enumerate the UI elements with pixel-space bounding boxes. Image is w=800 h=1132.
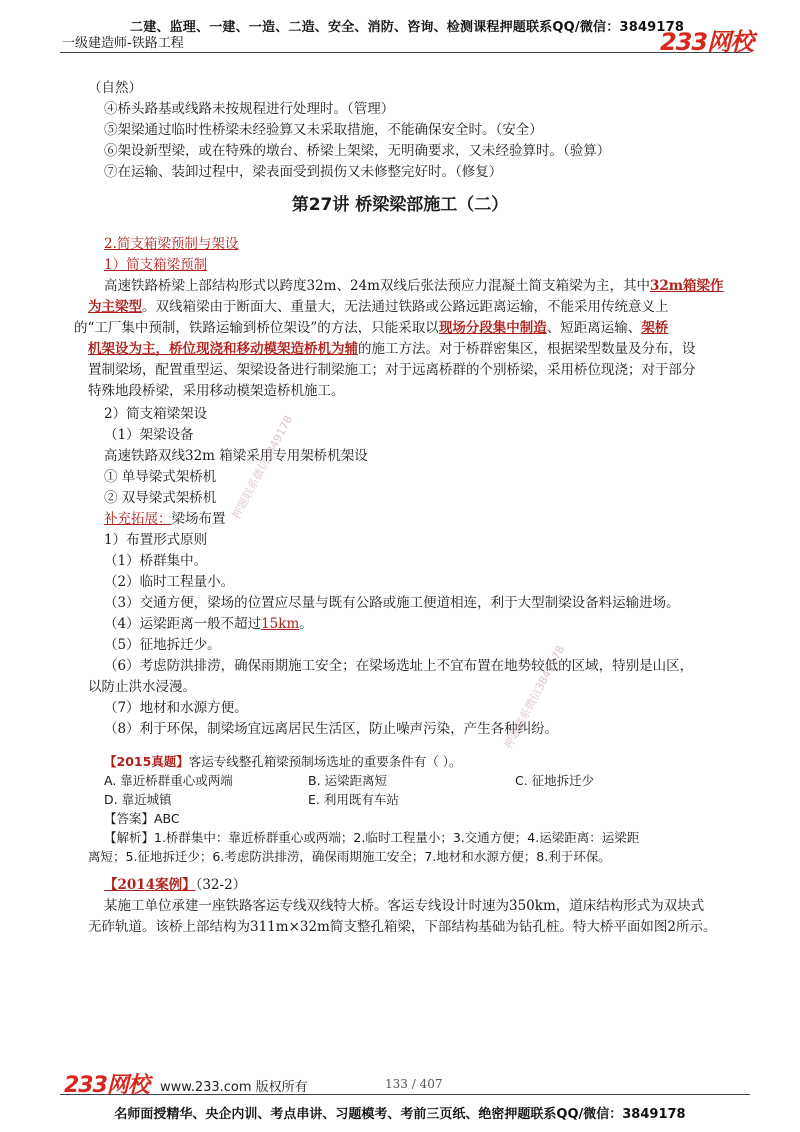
exam-tag: 【2015真题】 [104,754,189,769]
exam-option: E. 利用既有车站 [308,792,399,807]
highlight-text: 32m箱梁作 [649,278,724,294]
intro-line: ⑥架设新型梁，或在特殊的墩台、桥梁上架梁，无明确要求，又未经验算时。（验算） [104,143,611,159]
rule-item: （6）考虑防洪排涝，确保雨期施工安全；在梁场选址上不宜布置在地势较低的区域，特别是山区， [104,658,694,674]
header-divider [60,52,750,53]
header-contact-line: 二建、监理、一建、一造、二造、安全、消防、咨询、检测课程押题联系QQ/微信：3849178 [130,20,685,35]
exam-option: A. 靠近桥群重心或两端 [104,773,233,788]
paragraph-line: 置制梁场，配置重型运、架梁设备进行制梁施工；对于远离桥群的个别桥梁，采用桥位现浇；对于部分 [88,362,696,378]
supplement-line: 补充拓展：梁场布置 [104,511,226,527]
intro-line: （自然） [88,80,142,96]
highlight-text: 机架设为主，桥位现浇和移动模架造桥机为辅 [88,341,358,357]
rule-item: （4）运梁距离一般不超过15km。 [104,616,313,632]
intro-line: ④桥头路基或线路未按规程进行处理时。（管理） [104,101,395,117]
header-subject: 一级建造师-铁路工程 [62,36,184,51]
highlight-text: 15km [261,616,300,632]
exam-analysis: 【解析】1.桥群集中：靠近桥群重心或两端；2.临时工程量小；3.交通方便；4.运梁距离：运梁距 [104,830,640,845]
section-heading: 2.简支箱梁预制与架设 [104,236,239,252]
rule-item: （7）地材和水源方便。 [104,700,248,716]
rule-item: （8）利于环保，制梁场宜远离居民生活区，防止噪声污染，产生各种纠纷。 [104,721,559,737]
subsection-heading: 1）布置形式原则 [104,532,208,548]
supplement-label: 补充拓展： [104,511,172,527]
intro-line: ⑦在运输、装卸过程中，梁表面受到损伤又未修整完好时。（修复） [104,164,503,180]
list-item: ① 单导梁式架桥机 [104,469,217,485]
intro-line: ⑤架梁通过临时性桥梁未经验算又未采取措施，不能确保安全时。（安全） [104,122,543,138]
brand-logo: 233网校 [660,28,754,56]
highlight-text: 现场分段集中制造 [438,320,547,336]
rule-item: （2）临时工程量小。 [104,574,235,590]
subsection-heading: 2）简支箱梁架设 [104,406,208,422]
paragraph-line: 高速铁路桥梁上部结构形式以跨度32m、24m双线后张法预应力混凝土简支箱梁为主，其中32m箱梁作 [104,278,724,294]
page-number: 133 / 407 [385,1077,443,1091]
footer-logo: 233网校 [64,1073,149,1098]
paragraph-line: 特殊地段桥梁，采用移动模架造桥机施工。 [88,383,345,399]
watermark: 押题联系微信3849178 [501,643,568,752]
case-text: 某施工单位承建一座铁路客运专线双线特大桥。客运专线设计时速为350km，道床结构形式为双块式 [104,898,705,914]
rule-item: （5）征地拆迁少。 [104,637,221,653]
paragraph-line: 为主梁型。双线箱梁由于断面大、重量大，无法通过铁路或公路远距离运输，不能采用传统意义上 [88,299,669,315]
lecture-title: 第27讲 桥梁梁部施工（二） [291,195,509,215]
rule-item: （1）桥群集中。 [104,553,208,569]
highlight-text: 为主梁型 [88,299,142,315]
exam-option: D. 靠近城镇 [104,792,172,807]
watermark: 押题联系微信3849178 [229,413,296,522]
rule-item: （3）交通方便，梁场的位置应尽量与既有公路或施工便道相连，利于大型制梁设备料运输进场。 [104,595,680,611]
list-item: ② 双导梁式架桥机 [104,490,217,506]
exam-question: 【2015真题】客运专线整孔箱梁预制场选址的重要条件有（ ）。 [104,754,462,769]
paragraph-line: 高速铁路双线32m 箱梁采用专用架桥机架设 [104,448,368,464]
subsection-heading: （1）架梁设备 [104,427,194,443]
subsection-heading: 1）简支箱梁预制 [104,257,208,273]
case-tag: 【2014案例】 [104,877,196,893]
rule-item: 以防止洪水浸漫。 [88,679,196,695]
case-text: 无砟轨道。该桥上部结构为311m×32m简支整孔箱梁，下部结构基础为钻孔桩。特大桥平面如图2所示。 [88,919,717,935]
exam-answer: 【答案】ABC [104,811,180,826]
exam-analysis: 离短；5.征地拆迁少；6.考虑防洪排涝，确保雨期施工安全；7.地材和水源方便；8.利于环保。 [88,849,611,864]
footer-site: www.233.com 版权所有 [160,1080,308,1095]
paragraph-line: 机架设为主，桥位现浇和移动模架造桥机为辅的施工方法。对于桥群密集区，根据梁型数量及分布，设 [88,341,696,357]
footer-contact-line: 名师面授精华、央企内训、考点串讲、习题模考、考前三页纸、绝密押题联系QQ/微信：3849178 [114,1107,686,1122]
paragraph-line: 的“工厂集中预制，铁路运输到桥位架设”的方法，只能采取以现场分段集中制造、短距离运输、架桥 [74,320,669,336]
exam-option: B. 运梁距离短 [308,773,388,788]
case-heading: 【2014案例】（32-2） [104,877,247,893]
footer-divider [60,1094,750,1095]
highlight-text: 架桥 [641,320,669,336]
exam-option: C. 征地拆迁少 [515,773,595,788]
